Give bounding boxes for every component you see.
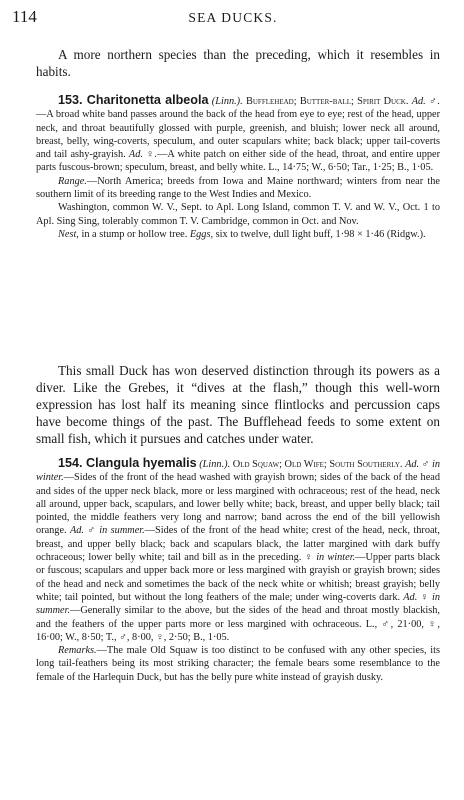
male-label: Ad. ♂.: [411, 96, 441, 107]
female-summer-text: —Generally similar to the above, but the sides of the head and throat mostly blackish, and the feathers of the upper parts more or less margined with ochraceous. L., ♂, 21·00, ♀, 16·00; W., 8·50; T., ♂, 8·00, ♀, 2·50; B., 1·05.: [36, 605, 440, 643]
male-winter-label: Ad. ♂ in winter.: [36, 459, 441, 484]
species-154-entry: [36, 457, 440, 684]
eggs-label: Eggs,: [189, 228, 214, 240]
species-153-description: [36, 94, 440, 175]
female-winter-label: ♀ in winter.: [304, 552, 356, 564]
page-number: 114: [12, 7, 37, 26]
female-winter-text: —Upper parts black or fuscous; scapulars and upper back more or less margined with grayish or grayish brown; sides of the head and neck and sometimes the back of the neck white or whitish; breast grayish; belly white; tail pointed, but without the long feathers of the male; under wing-coverts dark.: [36, 552, 440, 603]
nest-label: Nest,: [58, 228, 79, 240]
species-154-name: 154. Clangula hyemalis: [58, 456, 197, 470]
species-153-essay: This small Duck has won deserved distinction through its powers as a diver. Like the Grebes, it “dives at the flash,” though this well-worn expression has lost half its meaning since flintlocks and percussion caps have become things of the past. The Bufflehead feeds to some extent on small fish, which it pursues and catches under water.: [36, 363, 440, 446]
eggs-text: six to twelve, dull light buff, 1·98 × 1·46 (Ridgw.).: [215, 228, 426, 240]
female-label: Ad. ♀.: [128, 149, 158, 161]
intro-paragraph: A more northern species than the preceding, which it resembles in habits.: [36, 47, 440, 79]
species-154-description: [36, 457, 440, 644]
male-summer-text: —Sides of the front of the head white; crest of the head, neck, throat, breast, and upper belly black; back and scapulars black, the latter margined with dark buffy ochraceous; lower belly white; tail and bill as in the preceding.: [36, 525, 440, 564]
species-153-records: Washington, common W. V., Sept. to Apl. Long Island, common T. V. and W. V., Oct. 1 to Apl. Sing Sing, tolerably common T. V. Cambridge, common in Oct. and Nov.: [36, 202, 440, 227]
range-text: —North America; breeds from Iowa and Maine northward; winters from near the southern limit of its breeding range to the West Indies and Mexico.: [36, 175, 440, 201]
species-153-range: [36, 175, 440, 202]
female-description: —A white patch on either side of the head, throat, and entire upper parts fuscous-brown; speculum, breast, and belly white. L., 14·75; W., 6·50; Tar., 1·25; B., 1·05.: [36, 149, 441, 174]
species-153-common-names: Bufflehead; Butter-ball; Spirit Duck.: [246, 96, 409, 107]
remarks-label: Remarks.: [58, 645, 97, 657]
male-winter-text: —Sides of the front of the head washed with grayish brown; sides of the back of the head and sides of the upper neck black, more or less margined with ochraceous; rest of the head, neck all around, upper back, scapulars, and lower belly white; back, breast, and upper belly black; tail pointed, the middle feathers very long and narrow; band across the end of the bill yellowish orange.: [36, 472, 440, 537]
range-label: Range.: [58, 175, 87, 187]
male-description: —A broad white band passes around the back of the head from eye to eye; rest of the head, upper neck, and throat beautifully glossed with purple, greenish, and bluish; lower neck all around, breast, belly, wing-coverts, speculum, and outer scapulars white; back black; upper tail-coverts and tail ashy-grayish.: [36, 109, 440, 161]
nest-text: in a stump or hollow tree.: [81, 228, 188, 240]
male-summer-label: Ad. ♂ in summer.: [69, 525, 145, 537]
remarks-text: —The male Old Squaw is too distinct to be confused with any other species, its long tail-feathers being its most striking character; the female bears some resemblance to the female of the Harlequin Duck, but has the belly pure white instead of grayish dusky.: [36, 645, 440, 683]
species-154-authority: (Linn.).: [199, 459, 231, 470]
species-153-entry: [36, 94, 440, 241]
female-summer-label: Ad. ♀ in summer.: [36, 591, 440, 617]
running-title: SEA DUCKS.: [188, 10, 278, 25]
species-154-remarks: [36, 644, 440, 684]
species-153-nest: [36, 228, 440, 241]
species-153-authority: (Linn.).: [211, 96, 243, 107]
page-header: [12, 7, 454, 29]
species-153-name: 153. Charitonetta albeola: [58, 93, 209, 107]
species-154-common-names: Old Squaw; Old Wife; South Southerly.: [232, 459, 403, 470]
